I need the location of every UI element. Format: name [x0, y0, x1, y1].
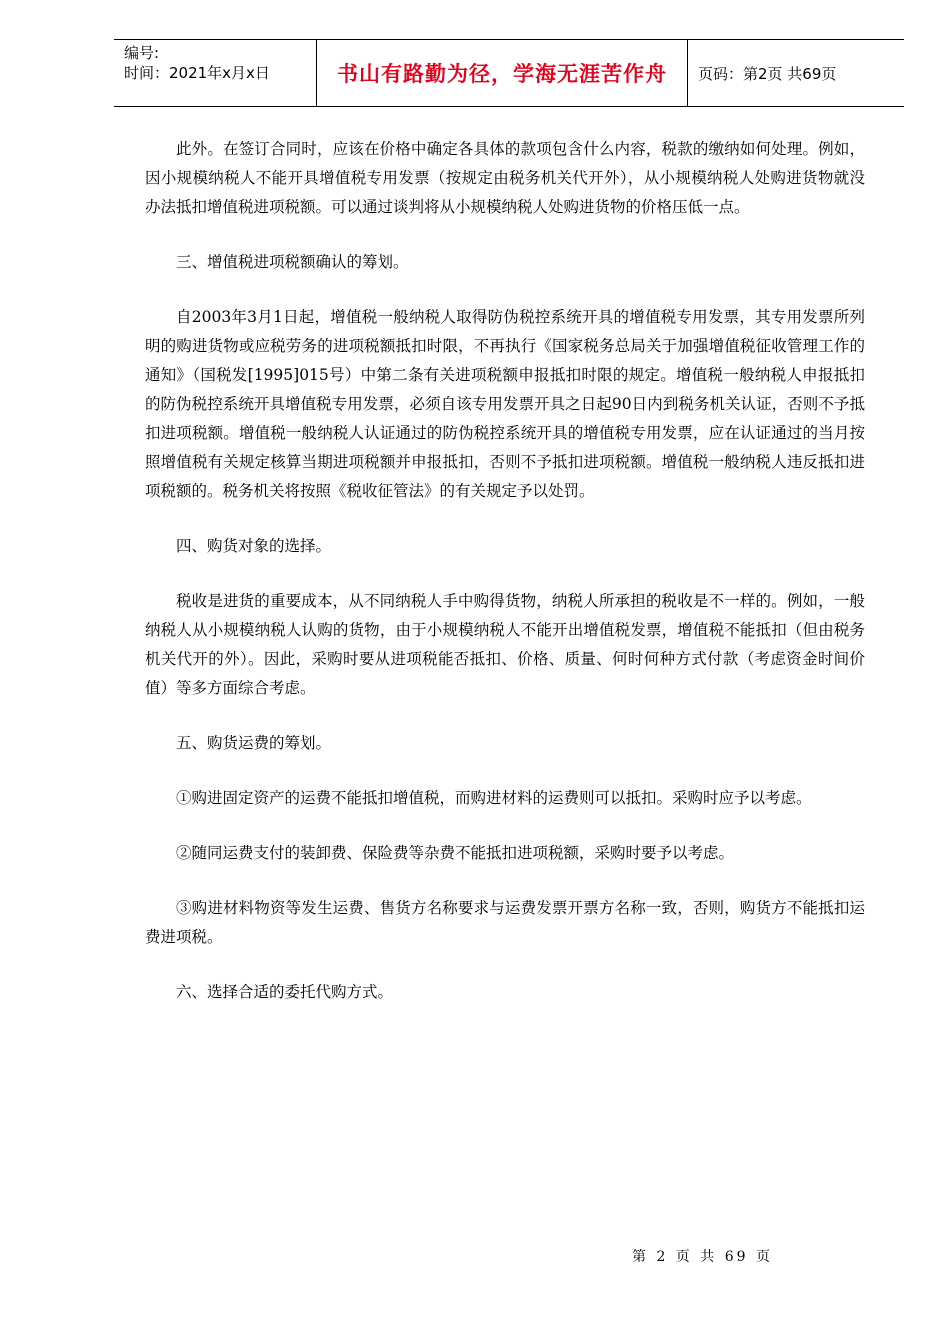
section-heading: 四、购货对象的选择。	[176, 537, 332, 555]
header-meta	[124, 43, 314, 83]
list-item: ③购进材料物资等发生运费、售货方名称要求与运费发票开票方名称一致，否则，购货方不能抵扣运费进项税。	[145, 899, 865, 946]
header-motto-cell	[316, 40, 688, 106]
document-body	[145, 135, 865, 1033]
list-item: ②随同运费支付的装卸费、保险费等杂费不能抵扣进项税额，采购时要予以考虑。	[176, 844, 735, 862]
serial-label: 编号:	[124, 44, 160, 62]
motto: 书山有路勤为径，学海无涯苦作舟	[337, 62, 667, 86]
section-heading: 六、选择合适的委托代购方式。	[176, 983, 394, 1001]
section-heading: 三、增值税进项税额确认的筹划。	[176, 253, 409, 271]
paragraph: 自2003年3月1日起，增值税一般纳税人取得防伪税控系统开具的增值税专用发票，其专用发票所列明的购进货物或应税劳务的进项税额抵扣时限，不再执行《国家税务总局关于加强增值税征收管理工作的通知》（国税发[1995]015号）中第二条有关进项税额申报抵扣时限的规定。增值税一般纳税人申报抵扣的防伪税控系统开具增值税专用发票，必须自该专用发票开具之日起90日内到税务机关认证，否则不予抵扣进项税额。增值税一般纳税人认证通过的防伪税控系统开具的增值税专用发票，应在认证通过的当月按照增值税有关规定核算当期进项税额并申报抵扣，否则不予抵扣进项税额。增值税一般纳税人违反抵扣进项税额的。税务机关将按照《税收征管法》的有关规定予以处罚。	[145, 308, 865, 500]
page-header	[114, 39, 904, 107]
paragraph: 税收是进货的重要成本，从不同纳税人手中购得货物，纳税人所承担的税收是不一样的。例如，一般纳税人从小规模纳税人认购的货物，由于小规模纳税人不能开出增值税发票，增值税不能抵扣（但由税务机关代开的外）。因此，采购时要从进项税能否抵扣、价格、质量、何时何种方式付款（考虑资金时间价值）等多方面综合考虑。	[145, 592, 865, 697]
page-footer: 第 2 页 共 69 页	[632, 1249, 773, 1265]
time-label: 时间：2021年x月x日	[124, 64, 270, 82]
section-heading: 五、购货运费的筹划。	[176, 734, 332, 752]
list-item: ①购进固定资产的运费不能抵扣增值税，而购进材料的运费则可以抵扣。采购时应予以考虑。	[176, 789, 812, 807]
paragraph: 此外。在签订合同时，应该在价格中确定各具体的款项包含什么内容，税款的缴纳如何处理。例如，因小规模纳税人不能开具增值税专用发票（按规定由税务机关代开外），从小规模纳税人处购进货物就没办法抵扣增值税进项税额。可以通过谈判将从小规模纳税人处购进货物的价格压低一点。	[145, 140, 865, 216]
header-page-info: 页码：第2页 共69页	[698, 64, 837, 83]
